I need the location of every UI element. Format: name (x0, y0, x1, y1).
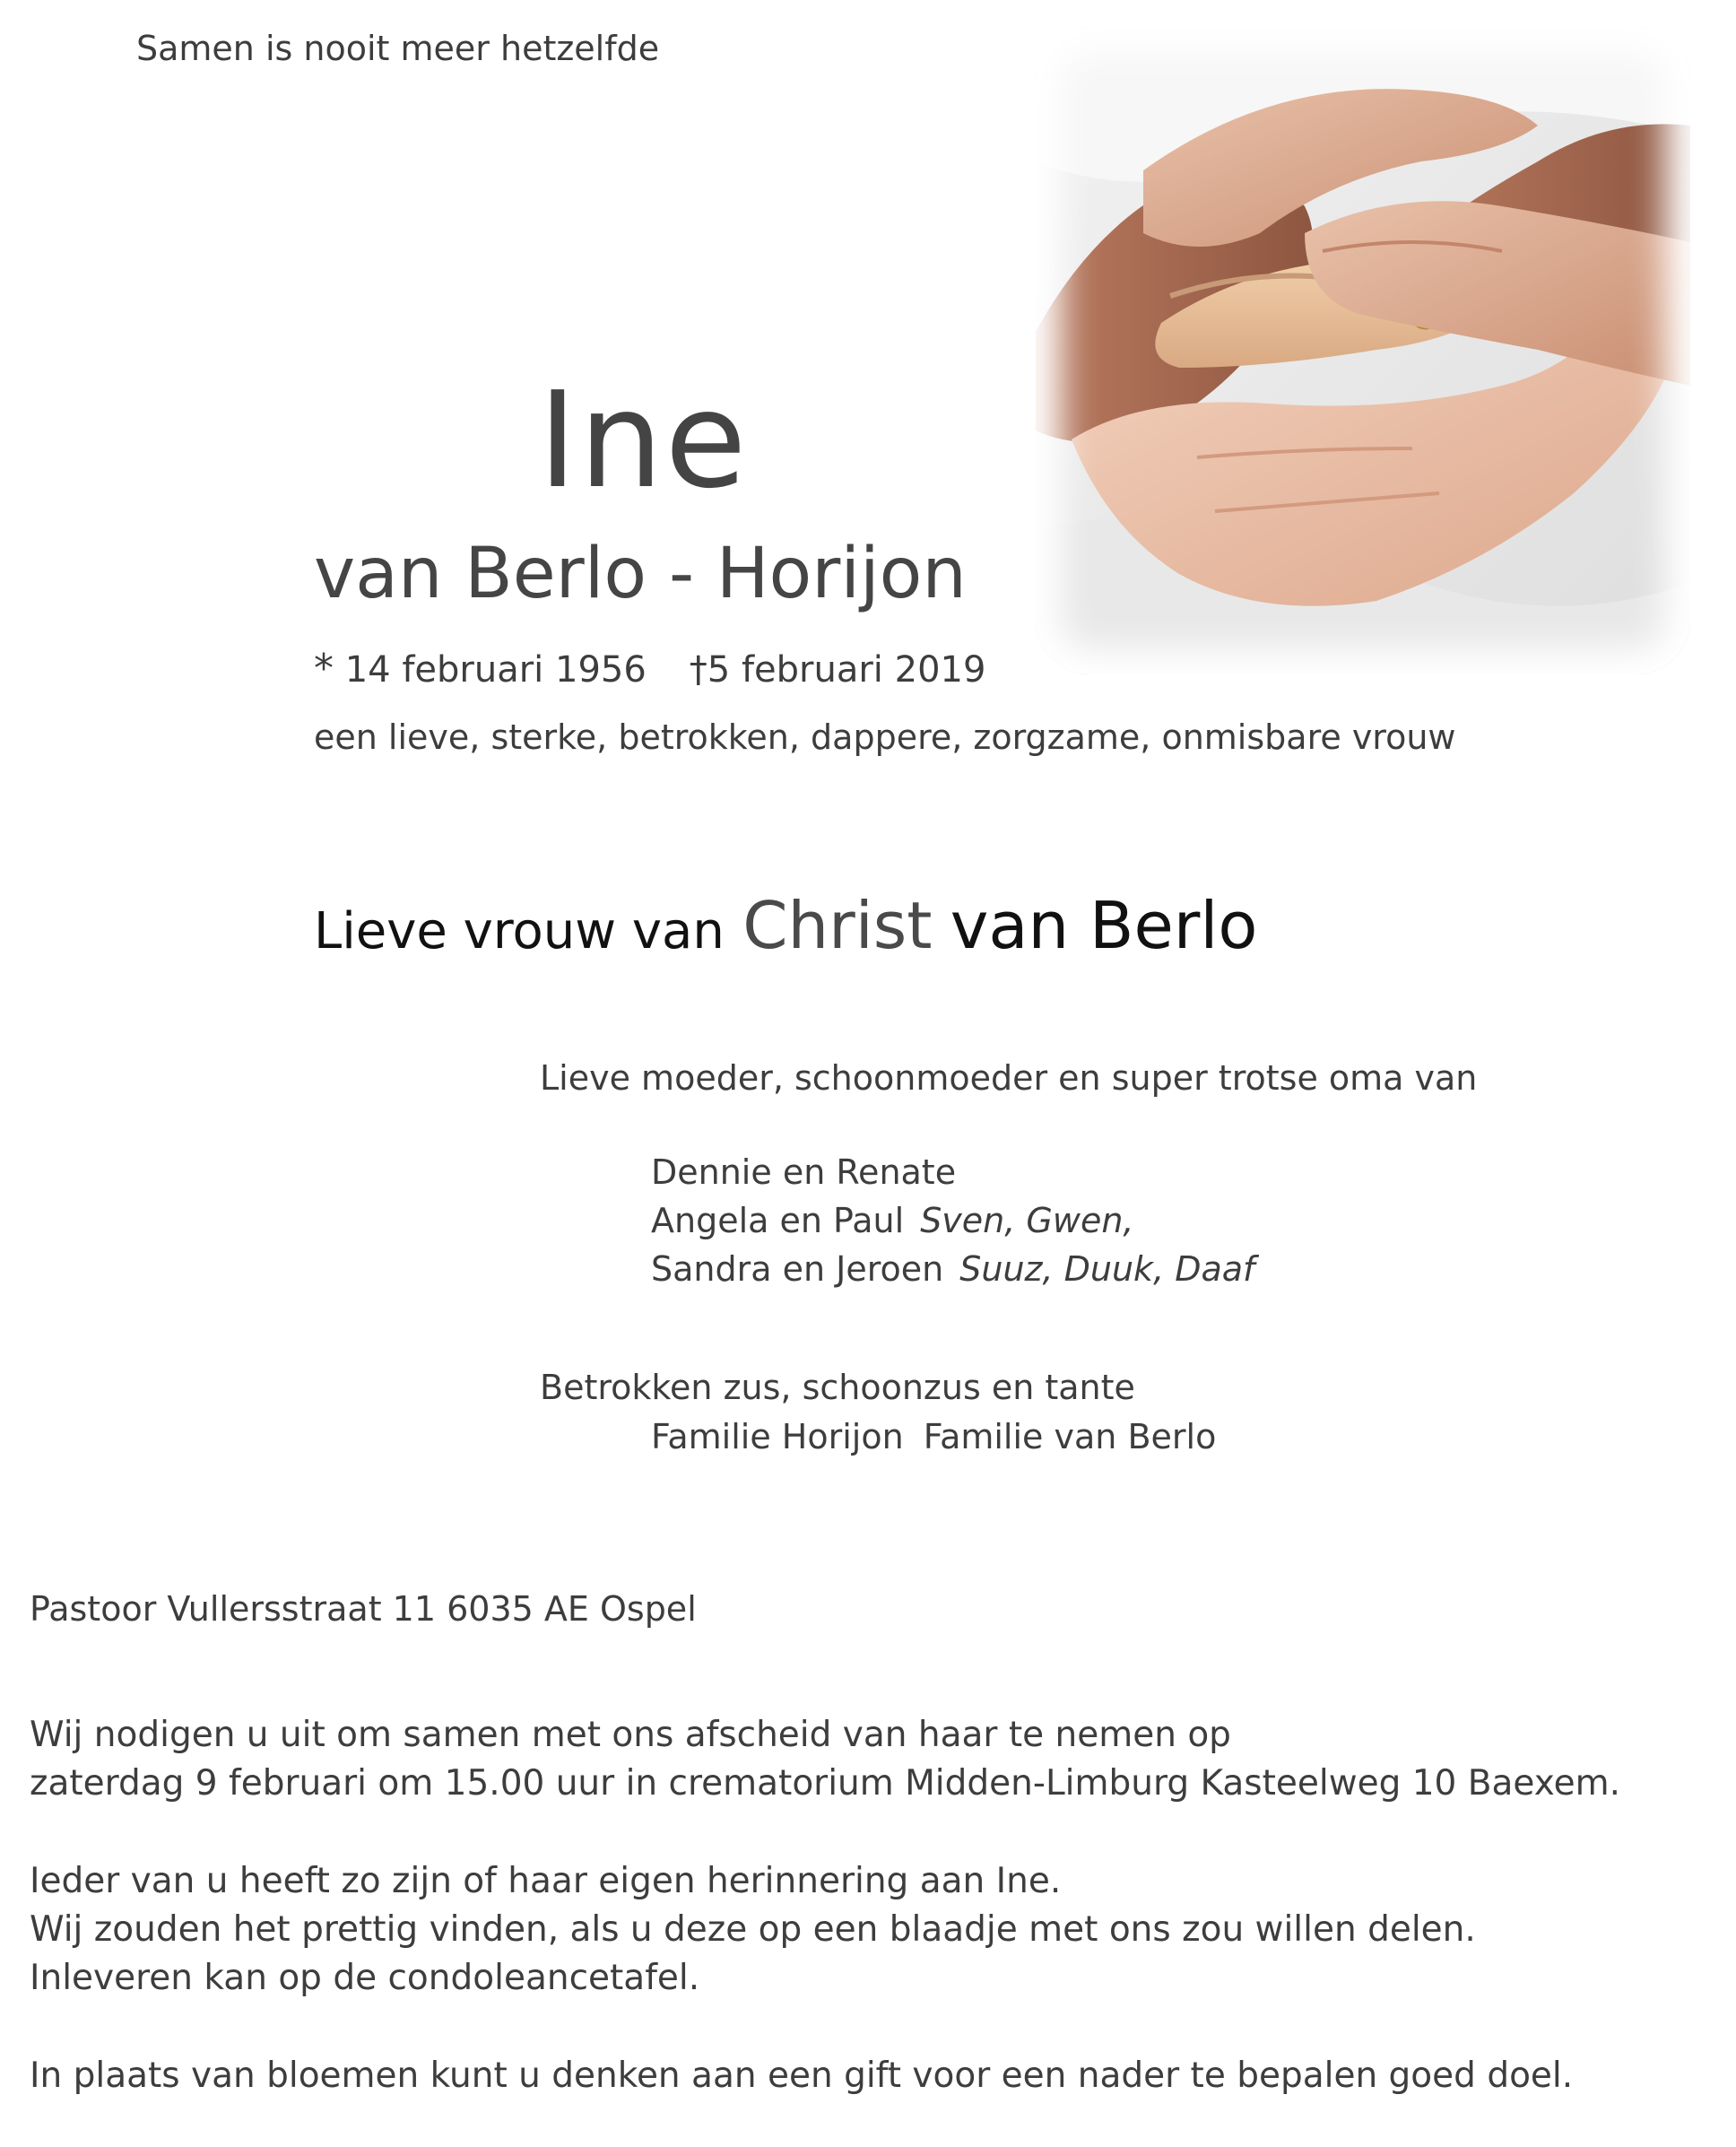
spouse-line (314, 888, 1257, 963)
memories-line: Ieder van u heeft zo zijn of haar eigen herinnering aan Ine. (30, 1861, 1062, 1901)
life-dates (314, 646, 985, 691)
deceased-traits: een lieve, sterke, betrokken, dappere, zorgzame, onmisbare vrouw (314, 717, 1456, 757)
memories-line: Inleveren kan op de condoleancetafel. (30, 1958, 700, 1998)
child-names: Dennie en Renate (651, 1152, 957, 1192)
motto: Samen is nooit meer hetzelfde (136, 29, 660, 68)
holding-hands-photo (1036, 27, 1690, 674)
home-address: Pastoor Vullersstraat 11 6035 AE Ospel (30, 1589, 697, 1629)
child-row (651, 1249, 1254, 1289)
family-horijon: Familie Horijon (651, 1417, 904, 1456)
deceased-surname: van Berlo - Horijon (314, 534, 967, 614)
invitation-line: Wij nodigen u uit om samen met ons afscheid van haar te nemen op (30, 1715, 1231, 1755)
death-symbol: † (689, 649, 707, 691)
gift-note: In plaats van bloemen kunt u denken aan een gift voor een nader te bepalen goed doel. (30, 2056, 1574, 2096)
invitation-paragraph (30, 1711, 1620, 1808)
child-row (651, 1201, 1134, 1240)
family-names (651, 1417, 1216, 1456)
spouse-prefix: Lieve vrouw van (314, 902, 725, 960)
spouse-first-name: Christ (742, 888, 933, 963)
birth-date: 14 februari 1956 (344, 649, 647, 691)
memories-line: Wij zouden het prettig vinden, als u deze op een blaadje met ons zou willen delen. (30, 1909, 1476, 1950)
child-names: Angela en Paul (651, 1201, 905, 1240)
deceased-first-name: Ine (538, 363, 749, 517)
children-intro: Lieve moeder, schoonmoeder en super trotse oma van (540, 1058, 1478, 1098)
grandchildren-names: Suuz, Duuk, Daaf (959, 1249, 1255, 1289)
memories-paragraph (30, 1857, 1476, 2003)
birth-symbol: * (314, 646, 334, 691)
child-row (651, 1152, 972, 1192)
photo-vignette (1036, 27, 1690, 674)
spouse-last-name: van Berlo (950, 888, 1258, 963)
death-date: 5 februari 2019 (707, 649, 986, 691)
child-names: Sandra en Jeroen (651, 1249, 944, 1289)
grandchildren-names: Sven, Gwen, (920, 1201, 1134, 1240)
siblings-intro: Betrokken zus, schoonzus en tante (540, 1368, 1135, 1407)
invitation-line: zaterdag 9 februari om 15.00 uur in crematorium Midden-Limburg Kasteelweg 10 Baexem. (30, 1763, 1620, 1804)
family-van-berlo: Familie van Berlo (923, 1417, 1217, 1456)
